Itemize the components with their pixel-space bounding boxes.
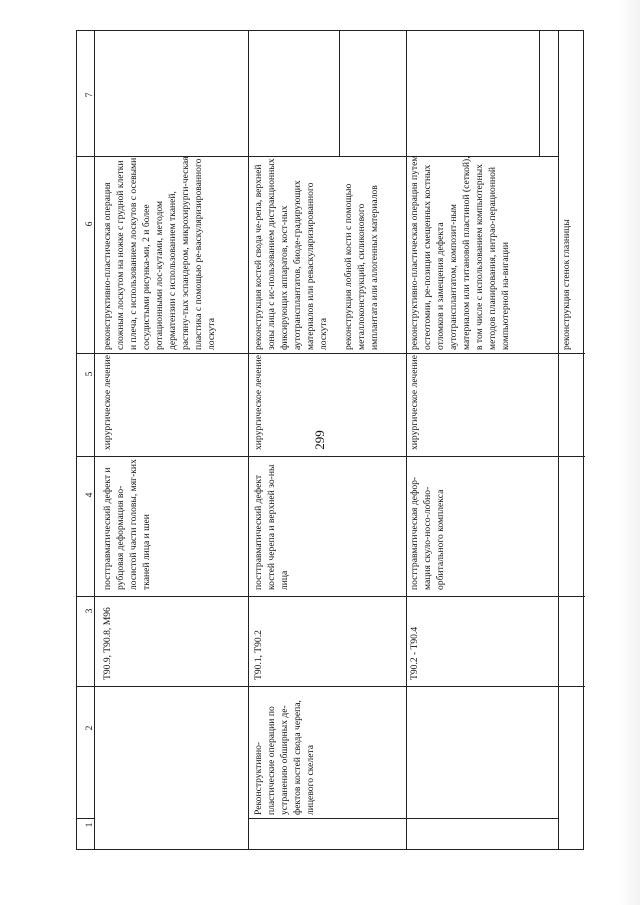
header-divider — [77, 596, 94, 597]
row-3-method-1: реконструктивно-пластическая операция путем остеотомии, ре-позиции смещенных костных отломков и замещения дефекта аутотрансплантатом, композит-ным материалом или титановой пластиной (сеткой), в том числе с использованием компьютерных методов планирования, интрао-перационной компьютерной на-вигации — [409, 155, 511, 350]
header-col-1: 1 — [84, 822, 95, 828]
page-number: 299 — [312, 430, 327, 450]
header-divider — [77, 686, 94, 687]
column-divider — [248, 31, 249, 849]
header-divider — [77, 156, 94, 157]
header-col-5: 5 — [84, 371, 95, 377]
header-divider — [77, 456, 94, 457]
row-3-method-2: реконструкция стенок глазницы — [561, 219, 572, 350]
column-divider — [406, 31, 407, 849]
header-col-3: 3 — [84, 608, 95, 614]
column-divider — [94, 686, 585, 687]
column-divider — [558, 31, 559, 849]
header-col-2: 2 — [84, 725, 95, 731]
method-divider — [539, 31, 540, 156]
row-2-method-1: реконструкция костей свода че-репа, верхней зоны лица с ис-пользованием дистракционных фиксирующих аппаратов, кост-ных аутотрансплантатов, биоде-градирующих материалов или реваскуляризированного лоскута — [253, 158, 329, 350]
row-1-treatment: хирургическое лечение — [102, 354, 113, 450]
header-col-4: 4 — [84, 492, 95, 498]
method-divider — [339, 31, 340, 156]
section-divider — [248, 818, 558, 819]
row-1-diagnosis: посттравматический дефект и рубцовая деформация во-лосистой части головы, мяг-ких тканей лица и шеи — [102, 459, 152, 590]
row-1-method: реконструктивно-пластическая операция сложным лоскутом на ножке с грудной клетки и плеча, с использованием лоскутов с осевыми сосудистыми рисунка-ми, 2 и более ротационными лос-кутами, методом дерматензии с использованием тканей, растяну-тых эспандером, микрохирурги-ческая пластика с помощью ре-васкуляризированного лоскута — [102, 156, 217, 350]
row-2-section: Реконструктивно-пластические операции по устранению обширных де-фектов костей свода черепа, лицевого скелета — [253, 700, 316, 815]
row-2-method-2: реконструкция лобной кости с помощью металлоконструкций, силиконового имплантата или аллогенных материалов — [343, 183, 380, 350]
page-edge-shadow — [620, 0, 640, 905]
header-col-7: 7 — [84, 92, 95, 98]
row-2-code: T90.1, T90.2 — [253, 630, 264, 680]
row-3-diagnosis: посттравматическая дефор-мация скуло-носо-лобно-орбитального комплекса — [409, 476, 446, 590]
row-1-code: T90.9, T90.8, M96 — [102, 607, 113, 680]
header-divider — [77, 353, 94, 354]
header-col-6: 6 — [84, 221, 95, 227]
row-2-diagnosis: посттравматический дефект костей черепа и верхней зо-ны лица — [253, 464, 290, 590]
row-3-code: T90.2 - T90.4 — [409, 626, 420, 680]
row-3-treatment: хирургическое лечение — [409, 354, 420, 450]
row-2-treatment: хирургическое лечение — [253, 354, 264, 450]
